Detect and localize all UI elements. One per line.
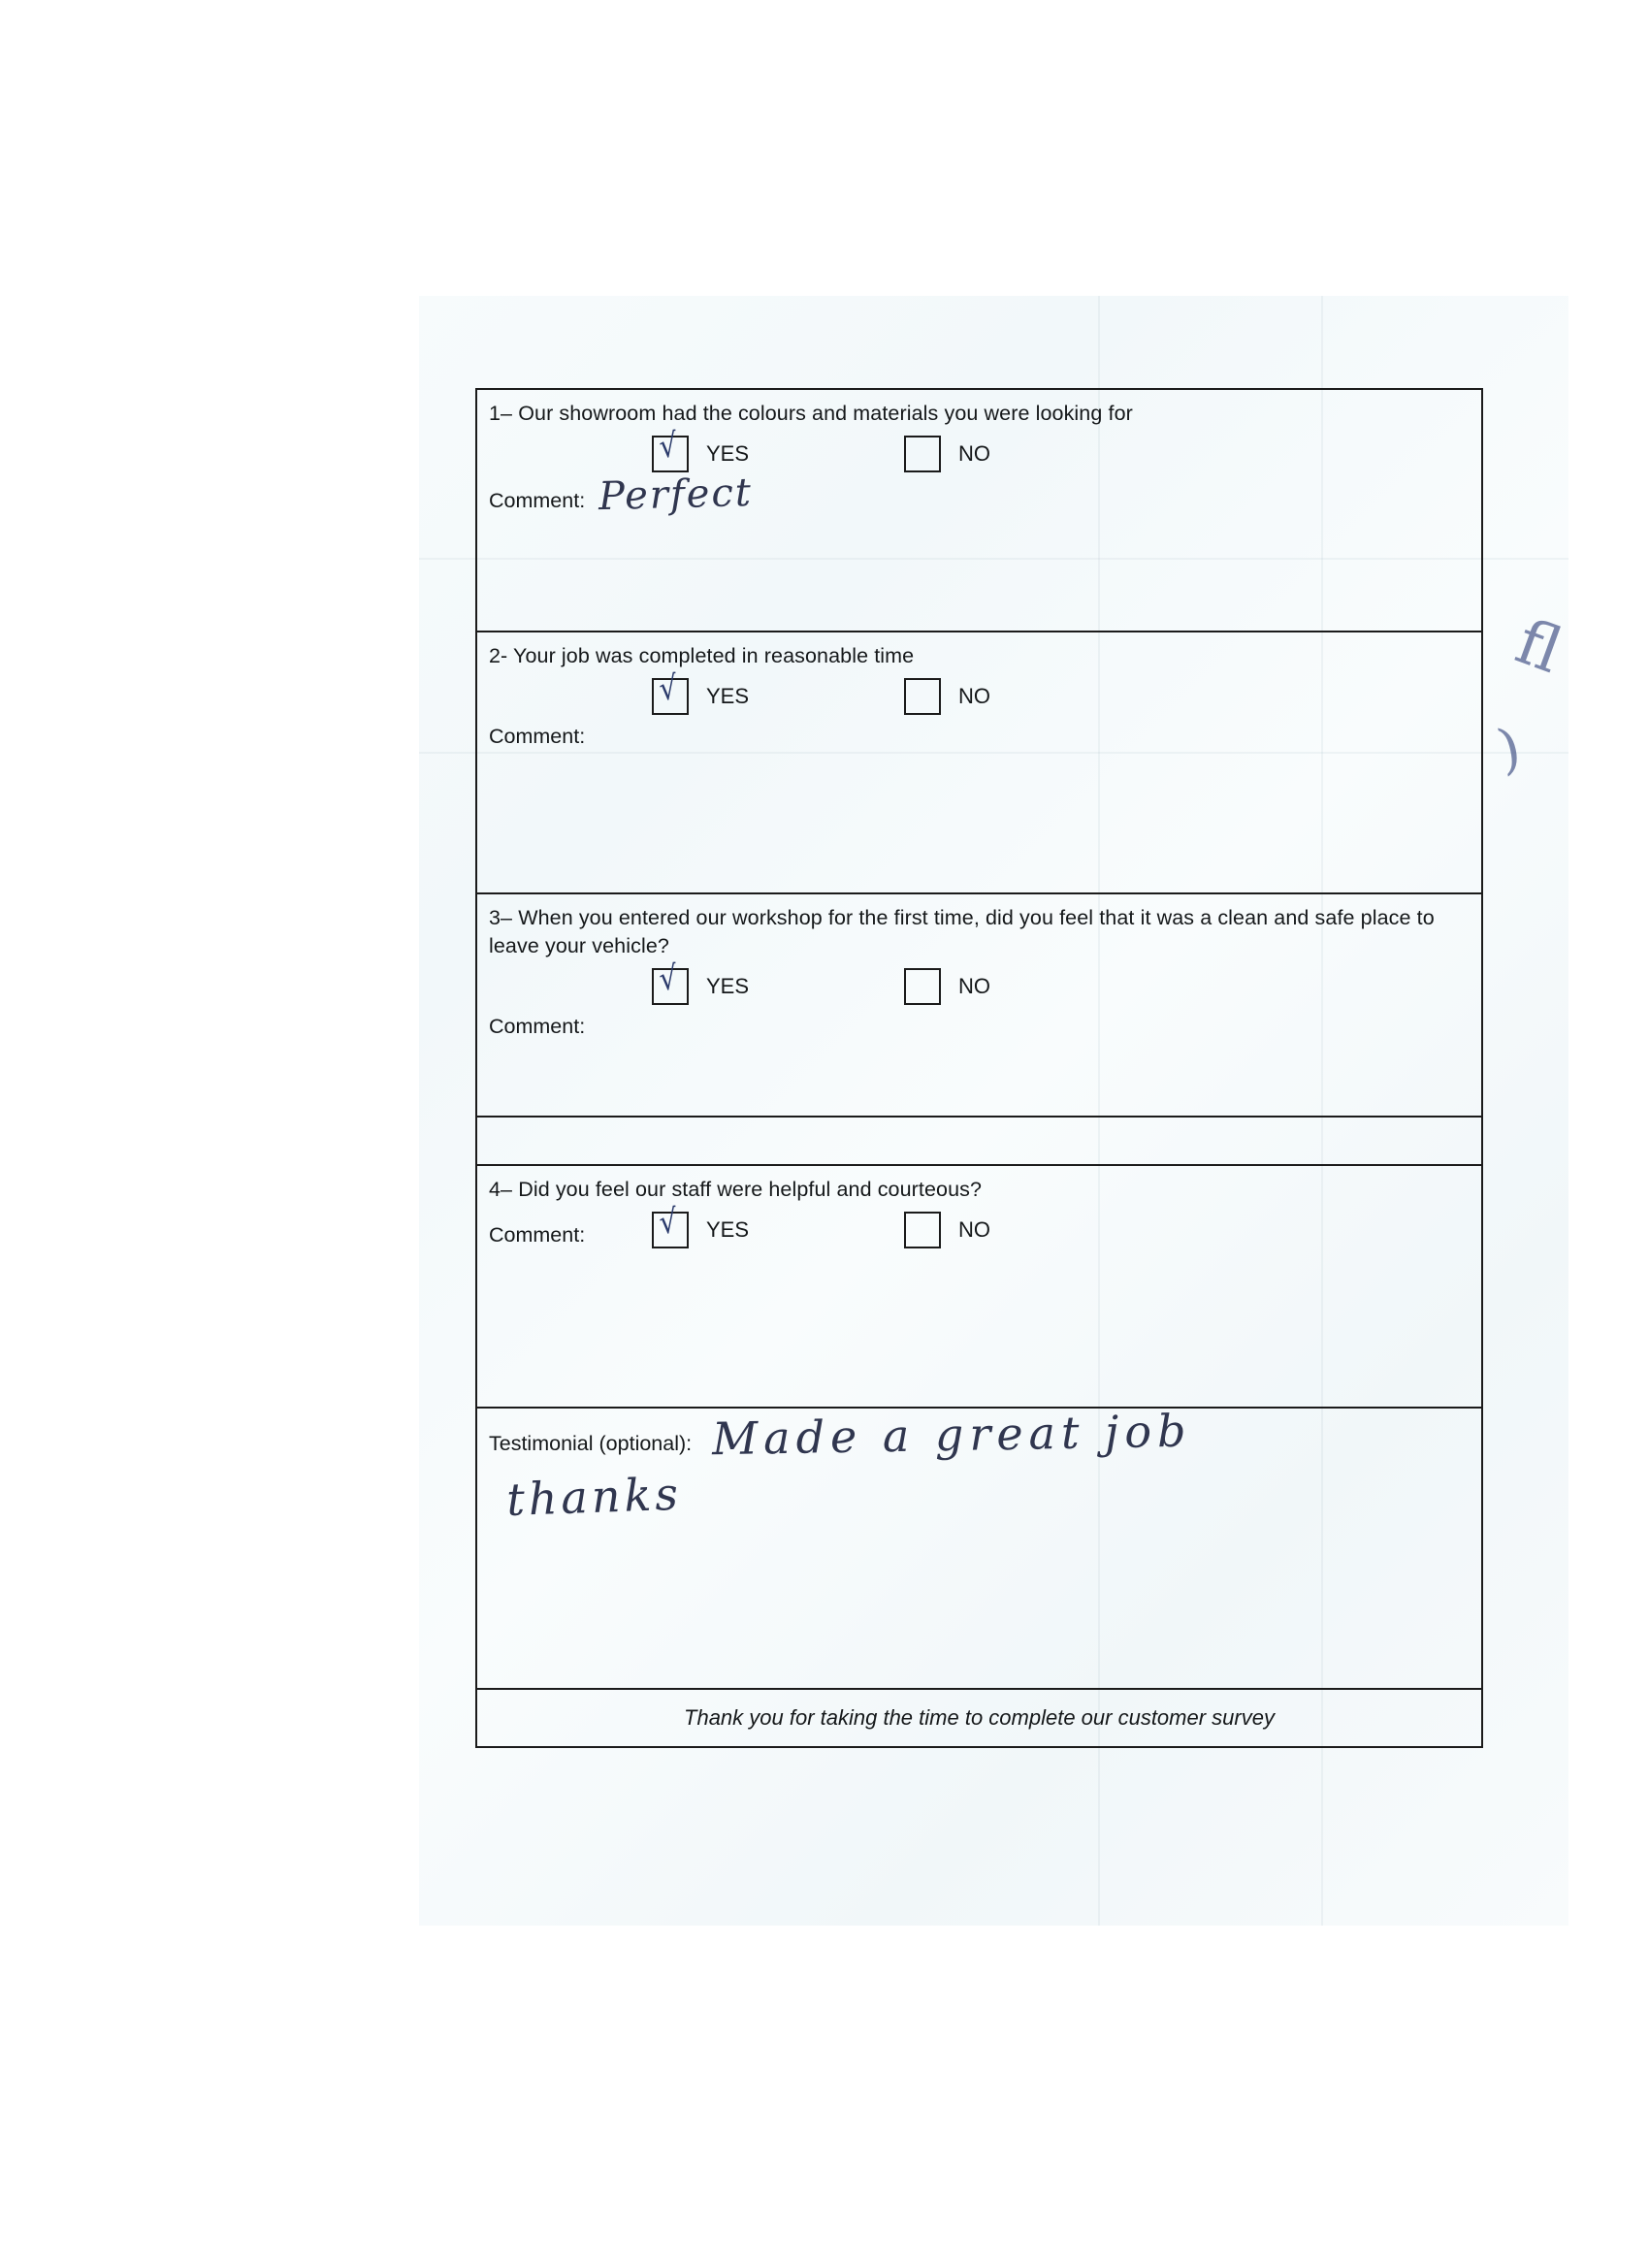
blank-separator-row <box>477 1118 1481 1166</box>
question-3-no-checkbox[interactable] <box>904 968 941 1005</box>
question-1-comment-value[interactable]: Perfect <box>598 470 754 520</box>
question-3-comment-line <box>477 1005 1481 1039</box>
question-block-1 <box>477 390 1481 632</box>
question-3-yes-label: YES <box>706 974 750 999</box>
question-4-yes-option[interactable] <box>652 1202 750 1248</box>
closing-note-row <box>477 1690 1481 1746</box>
question-3-no-option[interactable] <box>904 968 990 1005</box>
stray-pen-mark: ) <box>1492 716 1527 783</box>
question-1-no-option[interactable] <box>904 436 990 472</box>
question-3-yes-option[interactable] <box>652 958 750 1005</box>
check-icon: √ <box>657 1202 680 1243</box>
closing-note-text: Thank you for taking the time to complete our customer survey <box>684 1705 1275 1730</box>
question-2-yes-label: YES <box>706 684 750 709</box>
question-4-no-label: NO <box>958 1217 991 1243</box>
question-1-no-checkbox[interactable] <box>904 436 941 472</box>
question-2-no-option[interactable] <box>904 678 990 715</box>
question-block-2 <box>477 632 1481 894</box>
question-4-no-checkbox[interactable] <box>904 1212 941 1248</box>
testimonial-value-line-2[interactable]: thanks <box>505 1467 683 1526</box>
question-2-yes-checkbox[interactable] <box>652 668 689 715</box>
question-4-yes-checkbox[interactable] <box>652 1202 689 1248</box>
question-1-comment-label: Comment: <box>489 489 586 513</box>
question-block-4 <box>477 1166 1481 1409</box>
question-1-options <box>652 428 1481 472</box>
survey-form <box>475 388 1483 1748</box>
question-3-text: 3– When you entered our workshop for the first time, did you feel that it was a clean and safe place to leave your vehicle? <box>489 906 1435 958</box>
question-2-comment-line <box>477 715 1481 749</box>
question-4-no-option[interactable] <box>904 1212 990 1248</box>
question-1-comment-line <box>477 470 1481 520</box>
testimonial-value-line-1[interactable]: Made a great job <box>711 1404 1192 1466</box>
check-icon: √ <box>657 958 680 999</box>
question-2-options <box>652 670 1481 715</box>
question-2-no-label: NO <box>958 684 991 709</box>
question-3-yes-checkbox[interactable] <box>652 958 689 1005</box>
question-1-yes-option[interactable] <box>652 426 750 472</box>
question-4-text: 4– Did you feel our staff were helpful and courteous? <box>489 1178 983 1201</box>
testimonial-label: Testimonial (optional): <box>489 1432 693 1455</box>
question-3-options <box>652 960 1481 1005</box>
question-2-text: 2- Your job was completed in reasonable time <box>489 644 915 667</box>
question-1-yes-label: YES <box>706 441 750 467</box>
question-1-no-label: NO <box>958 441 991 467</box>
question-4-comment-label: Comment: <box>489 1223 586 1247</box>
question-4-yes-label: YES <box>706 1217 750 1243</box>
question-1-yes-checkbox[interactable] <box>652 426 689 472</box>
question-3-no-label: NO <box>958 974 991 999</box>
testimonial-block <box>477 1404 1481 1690</box>
check-icon: √ <box>657 668 680 709</box>
question-2-yes-option[interactable] <box>652 668 750 715</box>
question-2-comment-label: Comment: <box>489 725 586 749</box>
check-icon: √ <box>657 426 680 467</box>
question-3-comment-label: Comment: <box>489 1015 586 1039</box>
question-2-no-checkbox[interactable] <box>904 678 941 715</box>
stray-pen-mark: ﬂ <box>1506 605 1571 689</box>
question-block-3 <box>477 894 1481 1118</box>
question-1-text: 1– Our showroom had the colours and materials you were looking for <box>489 402 1133 425</box>
